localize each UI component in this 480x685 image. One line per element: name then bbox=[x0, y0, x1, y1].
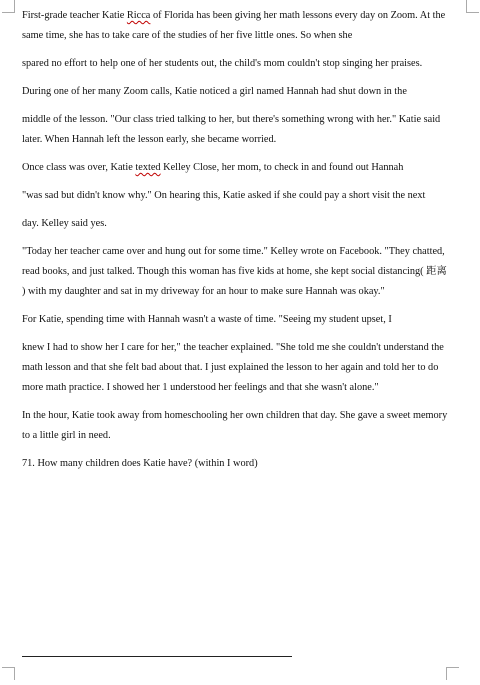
paragraph-4: middle of the lesson. "Our class tried talking to her, but there's something wrong with her." Katie said later. When Hannah left the lesson early, she became worried. bbox=[22, 114, 441, 145]
paragraph-5-text-a: Once class was over, Katie bbox=[22, 162, 136, 173]
paragraph-8: "Today her teacher came over and hung out for some time." Kelley wrote on Facebook. "They chatted, read books, and just talked. Though this woman has five kids at home, she kept social distancing( 距离 ) with my daughter and sat in my driveway for an hour to make sure Hannah was okay." bbox=[22, 246, 447, 297]
question-71: 71. How many children does Katie have? (within I word) bbox=[22, 458, 258, 469]
paragraph-1 bbox=[22, 6, 448, 46]
paragraph-10: knew I had to show her I care for her," the teacher explained. "She told me she couldn't understand the math lesson and that she felt bad about that. I just explained the lesson to her again and told her to do more math practice. I showed her 1 understood her feelings and that she wasn't alone." bbox=[22, 342, 444, 393]
paragraph-11: In the hour, Katie took away from homeschooling her own children that day. She gave a sweet memory to a little girl in need. bbox=[22, 410, 448, 441]
paragraph-1-text-b: of Florida has been giving her math lessons every day on Zoom. At the same time, she has to take care of the studies of her five little ones. So when she bbox=[22, 10, 446, 41]
crop-mark-bottom-right bbox=[446, 667, 459, 680]
spellcheck-flagged-word[interactable]: texted bbox=[135, 162, 161, 173]
paragraph-3: During one of her many Zoom calls, Katie noticed a girl named Hannah had shut down in the bbox=[22, 86, 407, 97]
paragraph-1-text-a: First-grade teacher Katie bbox=[22, 10, 127, 21]
crop-mark-top-right bbox=[466, 0, 479, 13]
paragraph-5-text-b: Kelley Close, her mom, to check in and found out Hannah bbox=[160, 162, 404, 173]
paragraph-7: day. Kelley said yes. bbox=[22, 218, 107, 229]
paragraph-5 bbox=[22, 158, 448, 178]
document-body[interactable] bbox=[22, 6, 448, 474]
paragraph-2: spared no effort to help one of her students out, the child's mom couldn't stop singing her praises. bbox=[22, 58, 423, 69]
paragraph-6: "was sad but didn't know why." On hearing this, Katie asked if she could pay a short visit the next bbox=[22, 190, 426, 201]
crop-mark-bottom-left bbox=[2, 667, 15, 680]
answer-blank-line[interactable] bbox=[22, 656, 292, 657]
spellcheck-flagged-word[interactable]: Ricca bbox=[126, 10, 151, 21]
crop-mark-top-left bbox=[2, 0, 15, 13]
paragraph-9: For Katie, spending time with Hannah wasn't a waste of time. "Seeing my student upset, I bbox=[22, 314, 392, 325]
